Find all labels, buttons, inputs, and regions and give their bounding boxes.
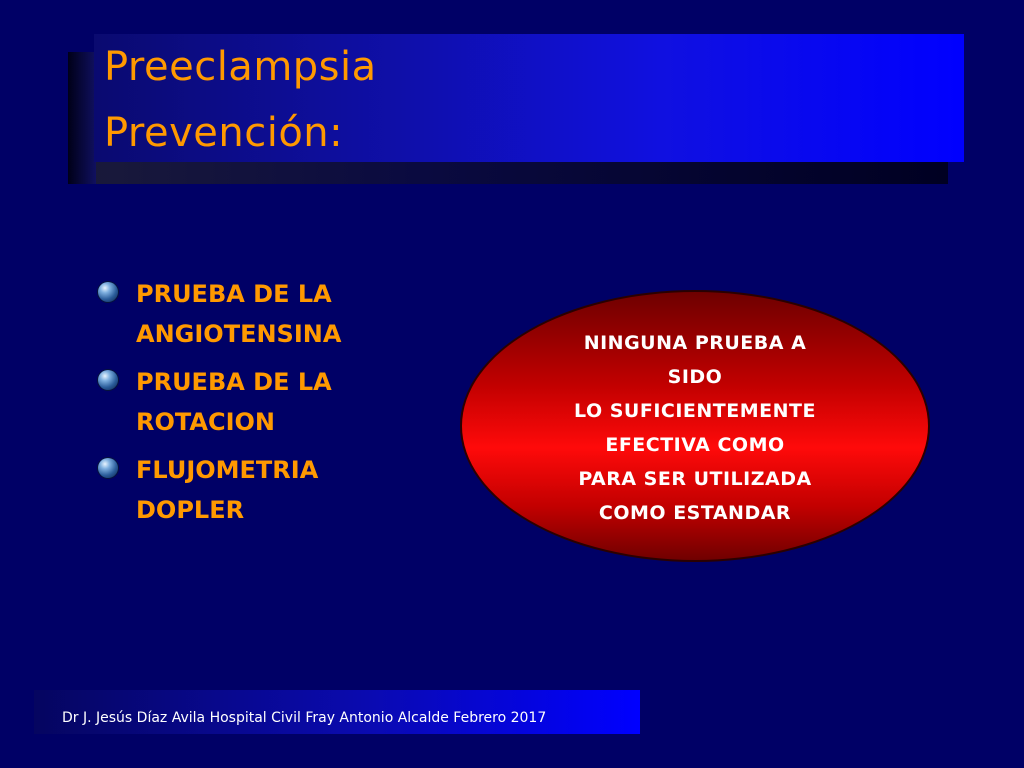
bullet-text-line: ROTACION — [136, 408, 275, 436]
callout-text — [540, 326, 850, 530]
bullet-text-line: ANGIOTENSINA — [136, 320, 342, 348]
bullet-text-line: DOPLER — [136, 496, 245, 524]
callout-line: SIDO — [667, 366, 723, 388]
sphere-bullet-icon — [98, 282, 118, 302]
bullet-list — [96, 274, 436, 538]
title-shadow-edge — [68, 52, 96, 184]
callout-line: LO SUFICIENTEMENTE — [574, 400, 816, 422]
bullet-text-line: FLUJOMETRIA — [136, 456, 319, 484]
slide-title-line-1: Preeclampsia — [104, 44, 377, 90]
slide-title-line-2: Prevención: — [104, 110, 344, 156]
sphere-bullet-icon — [98, 458, 118, 478]
footer-credit: Dr J. Jesús Díaz Avila Hospital Civil Fray Antonio Alcalde Febrero 2017 — [62, 710, 547, 726]
callout-line: COMO ESTANDAR — [598, 502, 792, 524]
callout-line: PARA SER UTILIZADA — [578, 468, 812, 490]
bullet-text-line: PRUEBA DE LA — [136, 280, 332, 308]
callout-line: NINGUNA PRUEBA A — [583, 332, 807, 354]
bullet-item — [96, 362, 436, 442]
bullet-item — [96, 274, 436, 354]
bullet-item — [96, 450, 436, 530]
bullet-text-line: PRUEBA DE LA — [136, 368, 332, 396]
sphere-bullet-icon — [98, 370, 118, 390]
callout-line: EFECTIVA COMO — [605, 434, 785, 456]
